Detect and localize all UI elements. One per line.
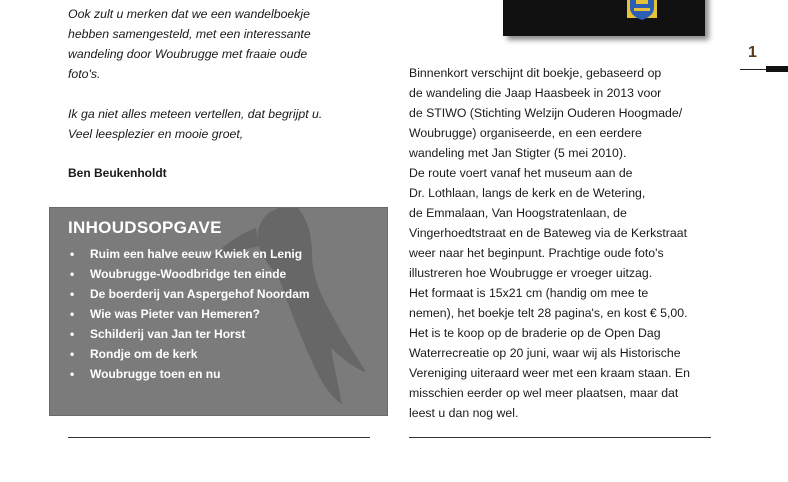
page-number: 1 — [748, 44, 757, 61]
toc-item — [68, 344, 310, 364]
intro-line: Ik ga niet alles meteen vertellen, dat begrijpt u. — [68, 107, 323, 121]
page-tab-marker — [766, 66, 788, 72]
toc-item — [68, 364, 310, 384]
toc-item — [68, 284, 310, 304]
toc-item — [68, 244, 310, 264]
body-line: Het formaat is 15x21 cm (handig om mee te — [409, 286, 649, 300]
body-line: Woubrugge) organiseerde, en een eerdere — [409, 126, 642, 140]
paragraph-gap — [68, 84, 368, 104]
body-line: Het is te koop op de braderie op de Open Dag — [409, 326, 661, 340]
toc-item — [68, 264, 310, 284]
body-line: De route voert vanaf het museum aan de — [409, 166, 633, 180]
author-signature: Ben Beukenholdt — [68, 166, 167, 180]
bullet: • — [70, 287, 75, 301]
intro-line: foto's. — [68, 67, 101, 81]
intro-text — [68, 4, 368, 144]
toc-item-label: Ruim een halve eeuw Kwiek en Lenig — [90, 247, 303, 261]
bullet: • — [70, 367, 75, 381]
body-line: misschien eerder op wel meer plaatsen, maar dat — [409, 386, 679, 400]
intro-line: wandeling door Woubrugge met fraaie oude — [68, 47, 308, 61]
body-line: illustreren hoe Woubrugge er vroeger uitzag. — [409, 266, 653, 280]
article-body — [409, 63, 719, 423]
toc-item — [68, 304, 310, 324]
body-line: Binnenkort verschijnt dit boekje, gebaseerd op — [409, 66, 662, 80]
body-line: weer naar het beginpunt. Prachtige oude foto's — [409, 246, 664, 260]
body-line: Vingerhoedtstraat en de Bateweg via de Kerkstraat — [409, 226, 687, 240]
divider-right — [409, 437, 711, 438]
toc-title: INHOUDSOPGAVE — [68, 218, 222, 237]
toc-item-label: Woubrugge toen en nu — [90, 367, 221, 381]
toc-item-label: Schilderij van Jan ter Horst — [90, 327, 246, 341]
body-line: nemen), het boekje telt 28 pagina's, en kost € 5,00. — [409, 306, 688, 320]
toc-item-label: Woubrugge-Woodbridge ten einde — [90, 267, 287, 281]
bullet: • — [70, 327, 75, 341]
bullet: • — [70, 247, 75, 261]
body-line: Waterrecreatie op 20 juni, waar wij als Historische — [409, 346, 681, 360]
toc-item-label: Wie was Pieter van Hemeren? — [90, 307, 260, 321]
toc-item-label: De boerderij van Aspergehof Noordam — [90, 287, 310, 301]
bullet: • — [70, 347, 75, 361]
body-line: de wandeling die Jaap Haasbeek in 2013 voor — [409, 86, 662, 100]
bullet: • — [70, 307, 75, 321]
bullet: • — [70, 267, 75, 281]
intro-column — [68, 4, 368, 183]
body-line: de STIWO (Stichting Welzijn Ouderen Hoogmade/ — [409, 106, 683, 120]
intro-line: hebben samengesteld, met een interessante — [68, 27, 311, 41]
intro-line: Ook zult u merken dat we een wandelboekje — [68, 7, 310, 21]
toc-item-label: Rondje om de kerk — [90, 347, 198, 361]
divider-left — [68, 437, 370, 438]
intro-line: Veel leesplezier en mooie groet, — [68, 127, 244, 141]
header-photo — [503, 0, 705, 36]
toc-item — [68, 324, 310, 344]
toc-list — [68, 244, 310, 384]
body-line: Vereniging uiteraard weer met een kraam staan. En — [409, 366, 690, 380]
body-line: Dr. Lothlaan, langs de kerk en de Wetering, — [409, 186, 646, 200]
body-line: de Emmalaan, Van Hoogstratenlaan, de — [409, 206, 627, 220]
body-line: leest u dan nog wel. — [409, 406, 519, 420]
coat-of-arms-icon — [623, 0, 661, 22]
table-of-contents — [49, 207, 388, 416]
body-line: wandeling met Jan Stigter (5 mei 2010). — [409, 146, 627, 160]
